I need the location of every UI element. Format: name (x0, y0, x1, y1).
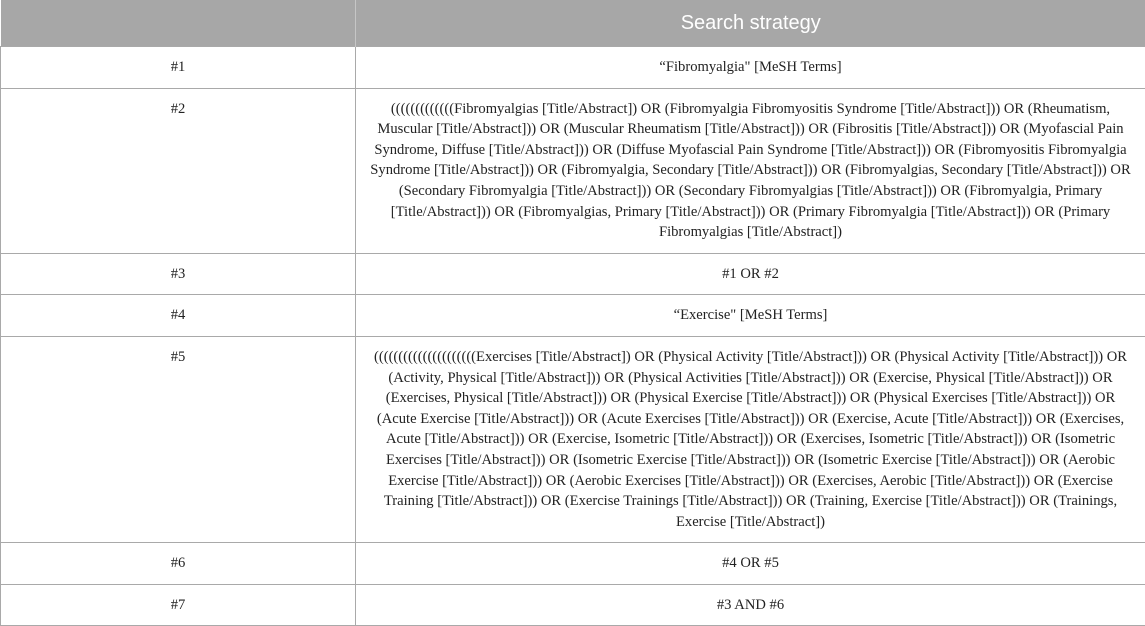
row-search-query: #1 OR #2 (356, 253, 1145, 295)
row-number: #2 (1, 88, 356, 253)
row-number: #4 (1, 295, 356, 337)
row-search-query: “Fibromyalgia" [MeSH Terms] (356, 47, 1145, 89)
column-header-search-strategy: Search strategy (356, 0, 1145, 47)
table-row (1, 88, 1145, 253)
row-number: #1 (1, 47, 356, 89)
table-row (1, 543, 1145, 585)
row-search-query: #4 OR #5 (356, 543, 1145, 585)
table-row (1, 253, 1145, 295)
column-header-number (1, 0, 356, 47)
header-row (1, 0, 1145, 47)
row-search-query: “Exercise" [MeSH Terms] (356, 295, 1145, 337)
table-row (1, 295, 1145, 337)
row-number: #3 (1, 253, 356, 295)
row-number: #5 (1, 336, 356, 542)
row-search-query: (((((((((((((Fibromyalgias [Title/Abstract]) OR (Fibromyalgia Fibromyositis Syndrome [Title/Abstract])) OR (Rheumatism, Muscular [Title/Abstract])) OR (Muscular Rheumatism [Title/Abstract])) OR (Fibrositis [Title/Abstract])) OR (Myofascial Pain Syndrome, Diffuse [Title/Abstract])) OR (Diffuse Myofascial Pain Syndrome [Title/Abstract])) OR (Fibromyositis Fibromyalgia Syndrome [Title/Abstract])) OR (Fibromyalgia, Secondary [Title/Abstract])) OR (Fibromyalgias, Secondary [Title/Abstract])) OR (Secondary Fibromyalgia [Title/Abstract])) OR (Secondary Fibromyalgias [Title/Abstract])) OR (Fibromyalgia, Primary [Title/Abstract])) OR (Fibromyalgias, Primary [Title/Abstract])) OR (Primary Fibromyalgia [Title/Abstract])) OR (Primary Fibromyalgias [Title/Abstract]) (356, 88, 1145, 253)
table-row (1, 584, 1145, 626)
row-search-query: (((((((((((((((((((((Exercises [Title/Abstract]) OR (Physical Activity [Title/Abstract])) OR (Physical Activity [Title/Abstract])) OR (Activity, Physical [Title/Abstract])) OR (Physical Activities [Title/Abstract])) OR (Exercise, Physical [Title/Abstract])) OR (Exercises, Physical [Title/Abstract])) OR (Physical Exercise [Title/Abstract])) OR (Physical Exercises [Title/Abstract])) OR (Acute Exercise [Title/Abstract])) OR (Acute Exercises [Title/Abstract])) OR (Exercise, Acute [Title/Abstract])) OR (Exercises, Acute [Title/Abstract])) OR (Exercise, Isometric [Title/Abstract])) OR (Exercises, Isometric [Title/Abstract])) OR (Isometric Exercises [Title/Abstract])) OR (Isometric Exercise [Title/Abstract])) OR (Isometric Exercise [Title/Abstract])) OR (Aerobic Exercise [Title/Abstract])) OR (Aerobic Exercises [Title/Abstract])) OR (Exercises, Aerobic [Title/Abstract])) OR (Exercise Training [Title/Abstract])) OR (Exercise Trainings [Title/Abstract])) OR (Training, Exercise [Title/Abstract])) OR (Trainings, Exercise [Title/Abstract]) (356, 336, 1145, 542)
row-number: #6 (1, 543, 356, 585)
table-row (1, 47, 1145, 89)
row-search-query: #3 AND #6 (356, 584, 1145, 626)
table-row (1, 336, 1145, 542)
row-number: #7 (1, 584, 356, 626)
